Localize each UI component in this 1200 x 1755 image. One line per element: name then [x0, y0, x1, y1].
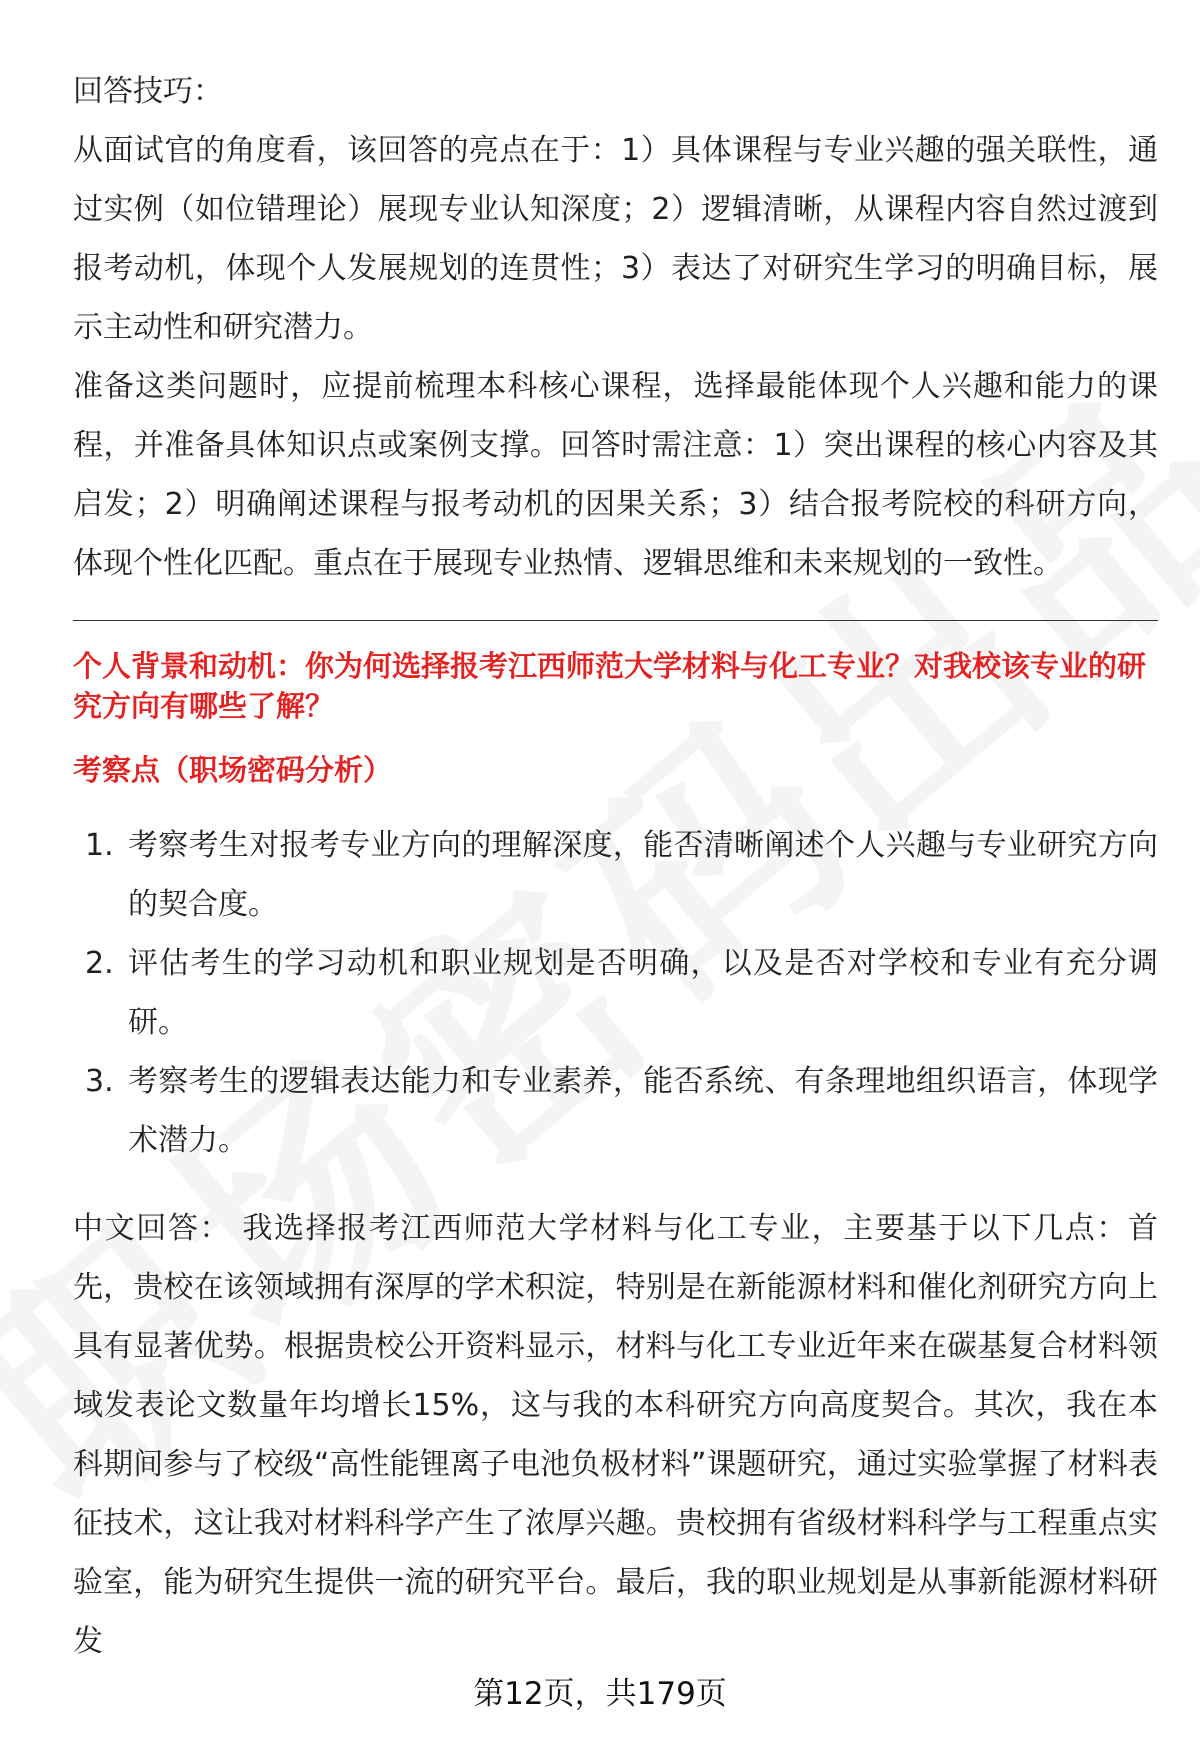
list-item-number: 1.: [85, 828, 114, 863]
answer-paragraph: 中文回答： 我选择报考江西师范大学材料与化工专业，主要基于以下几点：首先，贵校在该领域拥有深厚的学术积淀，特别是在新能源材料和催化剂研究方向上具有显著优势。根据贵校公开资料显示，材料与化工专业近年来在碳基复合材料领域发表论文数量年均增长15%，这与我的本科研究方向高度契合。其次，我在本科期间参与了校级“高性能锂离子电池负极材料”课题研究，通过实验掌握了材料表征技术，这让我对材料科学产生了浓厚兴趣。贵校拥有省级材料科学与工程重点实验室，能为研究生提供一流的研究平台。最后，我的职业规划是从事新能源材料研发: [73, 1211, 1158, 1659]
tips-paragraph-1: 从面试官的角度看，该回答的亮点在于：1）具体课程与专业兴趣的强关联性，通过实例（如位错理论）展现专业认知深度；2）逻辑清晰，从课程内容自然过渡到报考动机，体现个人发展规划的连贯性；3）表达了对研究生学习的明确目标，展示主动性和研究潜力。: [73, 133, 1158, 345]
list-item: [73, 934, 1158, 1052]
tips-heading: 回答技巧：: [73, 74, 223, 109]
list-item-text: 考察考生的逻辑表达能力和专业素养，能否系统、有条理地组织语言，体现学术潜力。: [128, 1064, 1158, 1158]
list-item-number: 2.: [85, 946, 114, 981]
list-item: [73, 1052, 1158, 1170]
list-item-text: 考察考生对报考专业方向的理解深度，能否清晰阐述个人兴趣与专业研究方向的契合度。: [128, 828, 1158, 922]
tips-paragraph-2: 准备这类问题时，应提前梳理本科核心课程，选择最能体现个人兴趣和能力的课程，并准备具体知识点或案例支撑。回答时需注意：1）突出课程的核心内容及其启发；2）明确阐述课程与报考动机的因果关系；3）结合报考院校的科研方向，体现个性化匹配。重点在于展现专业热情、逻辑思维和未来规划的一致性。: [73, 369, 1158, 581]
section-divider: [73, 620, 1158, 621]
list-item-text: 评估考生的学习动机和职业规划是否明确，以及是否对学校和专业有充分调研。: [128, 946, 1158, 1040]
page-content: [73, 62, 1158, 1671]
question-title: 个人背景和动机：你为何选择报考江西师范大学材料与化工专业？对我校该专业的研究方向有哪些了解？: [73, 649, 1147, 723]
assessment-label: 考察点（职场密码分析）: [73, 753, 393, 787]
list-item-number: 3.: [85, 1064, 114, 1099]
list-item: [73, 816, 1158, 934]
assessment-list: [73, 816, 1158, 1170]
page-number: 第12页，共179页: [473, 1676, 727, 1712]
